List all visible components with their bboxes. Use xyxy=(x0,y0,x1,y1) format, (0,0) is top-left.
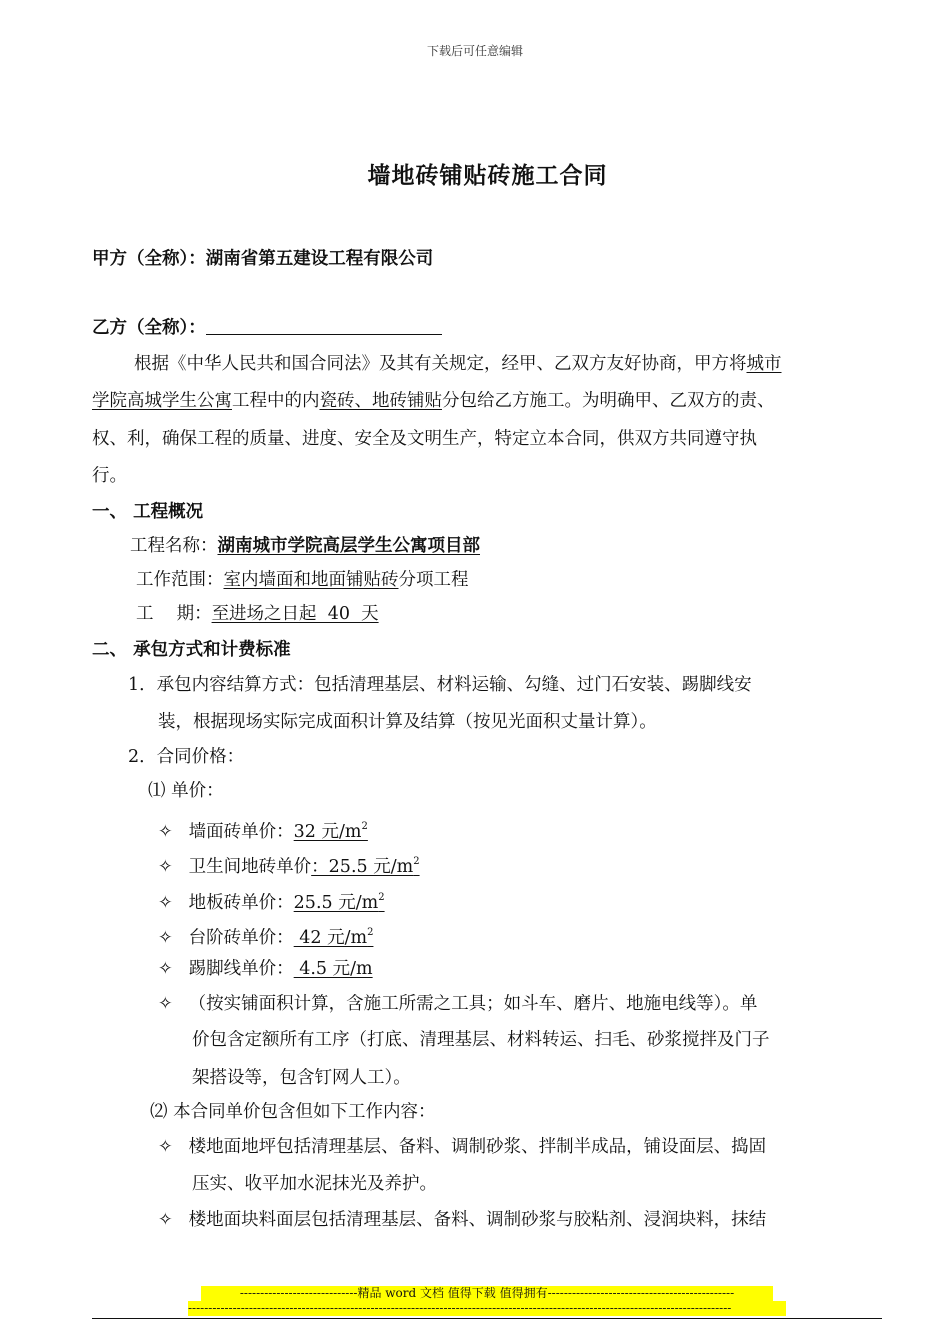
item-2-heading: 2．合同价格： xyxy=(128,747,245,767)
bullet-icon: ✧ xyxy=(158,959,173,979)
work-content-subheading: ⑵ 本合同单价包含但如下工作内容： xyxy=(150,1102,436,1122)
intro-line-2 xyxy=(92,389,884,413)
price-value: 4.5 元/m xyxy=(293,959,373,979)
price-value: 42 元$/m^2$ xyxy=(293,927,374,948)
bullet-icon: ✧ xyxy=(158,857,173,877)
bullet-icon: ✧ xyxy=(158,994,173,1014)
note-line-1: ✧ （按实铺面积计算，含施工所需之工具；如斗车、磨片、地施电线等）。单 xyxy=(158,994,758,1014)
project-name-label: 工程名称： xyxy=(130,536,218,556)
party-b-label: 乙方（全称）： xyxy=(92,318,206,338)
section-1-heading: 一、 工程概况 xyxy=(92,502,204,522)
item-1-line-1: 1．承包内容结算方式：包括清理基层、材料运输、勾缝、过门石安装、踢脚线安 xyxy=(128,675,752,695)
work-item-2-line-1: ✧ 楼地面块料面层包括清理基层、备料、调制砂浆与胶粘剂、浸润块料，抹结 xyxy=(158,1210,767,1230)
party-a-line xyxy=(92,247,433,271)
page-header: 下载后可任意编辑 xyxy=(426,44,523,58)
intro-line-4: 行。 xyxy=(92,466,127,486)
price-label: 地板砖单价： xyxy=(188,893,294,913)
price-bathroom-floor-tile xyxy=(158,850,420,879)
note-line-3: 架搭设等，包含钉网人工）。 xyxy=(192,1068,411,1088)
intro-line-1 xyxy=(92,352,884,376)
work-scope-value: 室内墙面和地面铺贴砖 xyxy=(223,570,399,590)
work-scope-suffix: 分项工程 xyxy=(398,570,469,590)
price-step-tile xyxy=(158,921,373,950)
price-value: ：25.5 元$/m^2$ xyxy=(311,856,420,877)
intro-text-2: 工程中的内 xyxy=(232,391,320,411)
price-label: 踢脚线单价： xyxy=(188,959,294,979)
price-skirting xyxy=(158,957,373,981)
bullet-icon: ✧ xyxy=(158,822,173,842)
price-floor-tile xyxy=(158,886,385,915)
work-item-1-line-2: 压实、收平加水泥抹光及养护。 xyxy=(192,1174,437,1194)
footer-banner-line-2: -------------------------------------------------------------------------------------------------------------------------------------- xyxy=(188,1301,786,1316)
bullet-icon: ✧ xyxy=(158,893,173,913)
footer-banner-line-1: -----------------------------精品 word 文档 值得下载 值得拥有---------------------------------------------- xyxy=(201,1286,773,1301)
party-b-blank xyxy=(206,316,442,335)
item-1-line-2: 装，根据现场实际完成面积计算及结算（按见光面积丈量计算）。 xyxy=(158,712,657,732)
bullet-icon: ✧ xyxy=(158,928,173,948)
intro-project-part2: 学院高城学生公寓 xyxy=(92,391,232,411)
party-b-line xyxy=(92,316,442,340)
party-a-value: 湖南省第五建设工程有限公司 xyxy=(205,249,434,269)
project-name-line xyxy=(130,534,480,558)
document-title: 墙地砖铺贴砖施工合同 xyxy=(367,162,608,189)
period-line xyxy=(136,602,379,626)
intro-work-scope: 瓷砖、地砖铺贴 xyxy=(319,391,442,411)
price-label: 卫生间地砖单价 xyxy=(188,857,312,877)
work-scope-label: 工作范围： xyxy=(136,570,224,590)
party-a-label: 甲方（全称）： xyxy=(92,249,206,269)
bullet-icon: ✧ xyxy=(158,1137,173,1157)
project-name-value: 湖南城市学院高层学生公寓项目部 xyxy=(217,536,480,556)
intro-project-part1: 城市 xyxy=(746,354,782,374)
period-value: 至进场之日起 40 天 xyxy=(211,604,379,624)
price-label: 墙面砖单价： xyxy=(188,822,294,842)
price-wall-tile xyxy=(158,815,368,844)
intro-text-1: 根据《中华人民共和国合同法》及其有关规定，经甲、乙双方友好协商，甲方将 xyxy=(134,354,747,374)
work-item-1-line-1: ✧ 楼地面地坪包括清理基层、备料、调制砂浆、拌制半成品，铺设面层、捣固 xyxy=(158,1137,767,1157)
intro-line-3: 权、利，确保工程的质量、进度、安全及文明生产，特定立本合同，供双方共同遵守执 xyxy=(92,429,757,449)
price-value: 32 元$/m^2$ xyxy=(293,821,368,842)
price-label: 台阶砖单价： xyxy=(188,928,294,948)
note-line-2: 价包含定额所有工序（打底、清理基层、材料转运、扫毛、砂浆搅拌及门子 xyxy=(192,1030,770,1050)
footer-rule xyxy=(92,1318,882,1319)
section-2-heading: 二、 承包方式和计费标准 xyxy=(92,640,291,660)
period-label: 工 期： xyxy=(136,604,212,624)
work-scope-line xyxy=(136,568,469,592)
unit-price-subheading: ⑴ 单价： xyxy=(148,781,224,801)
price-value: 25.5 元$/m^2$ xyxy=(293,892,385,913)
bullet-icon: ✧ xyxy=(158,1210,173,1230)
intro-text-3: 分包给乙方施工。为明确甲、乙双方的责、 xyxy=(442,391,775,411)
